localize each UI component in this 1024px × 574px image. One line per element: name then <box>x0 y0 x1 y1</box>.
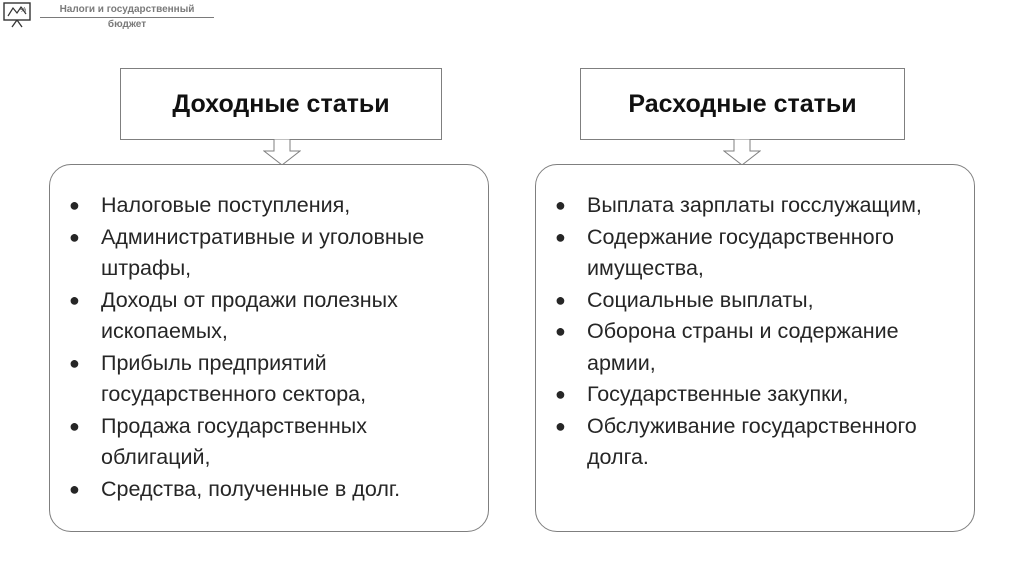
header-title-line1: Налоги и государственный <box>40 4 214 18</box>
expense-down-arrow-icon <box>723 139 761 166</box>
header-title <box>40 4 214 31</box>
list-item: ● Оборона страны и содержание армии, <box>553 316 963 379</box>
presentation-logo-icon <box>3 2 31 28</box>
bullet-icon: ● <box>69 415 80 436</box>
bullet-icon: ● <box>69 226 80 247</box>
expense-title-box <box>580 68 905 140</box>
bullet-icon: ● <box>555 415 566 436</box>
list-item: ● Социальные выплаты, <box>553 285 963 317</box>
list-item: ● Прибыль предприятий государственного сектора, <box>67 348 472 411</box>
list-item: ● Государственные закупки, <box>553 379 963 411</box>
bullet-icon: ● <box>69 195 80 215</box>
bullet-icon: ● <box>555 384 566 404</box>
list-item: ● Административные и уголовные штрафы, <box>67 222 472 285</box>
list-item: ● Доходы от продажи полезных ископаемых, <box>67 285 472 348</box>
income-list <box>67 190 472 505</box>
header-title-line2: бюджет <box>107 19 147 30</box>
income-title-box <box>120 68 442 140</box>
list-item: ● Средства, полученные в долг. <box>67 474 472 506</box>
list-item: ● Обслуживание государственного долга. <box>553 411 963 474</box>
income-down-arrow-icon <box>263 139 301 166</box>
bullet-icon: ● <box>69 352 80 373</box>
expense-title: Расходные статьи <box>628 89 857 118</box>
expense-list <box>553 190 963 474</box>
income-title: Доходные статьи <box>172 89 390 118</box>
list-item: ● Продажа государственных облигаций, <box>67 411 472 474</box>
list-item: ● Налоговые поступления, <box>67 190 472 222</box>
list-item: ● Содержание государственного имущества, <box>553 222 963 285</box>
bullet-icon: ● <box>555 289 566 310</box>
bullet-icon: ● <box>555 195 566 215</box>
list-item: ● Выплата зарплаты госслужащим, <box>553 190 963 222</box>
bullet-icon: ● <box>555 226 566 247</box>
bullet-icon: ● <box>69 478 80 499</box>
bullet-icon: ● <box>555 321 566 341</box>
svg-text:%: % <box>20 7 27 14</box>
bullet-icon: ● <box>69 289 80 310</box>
